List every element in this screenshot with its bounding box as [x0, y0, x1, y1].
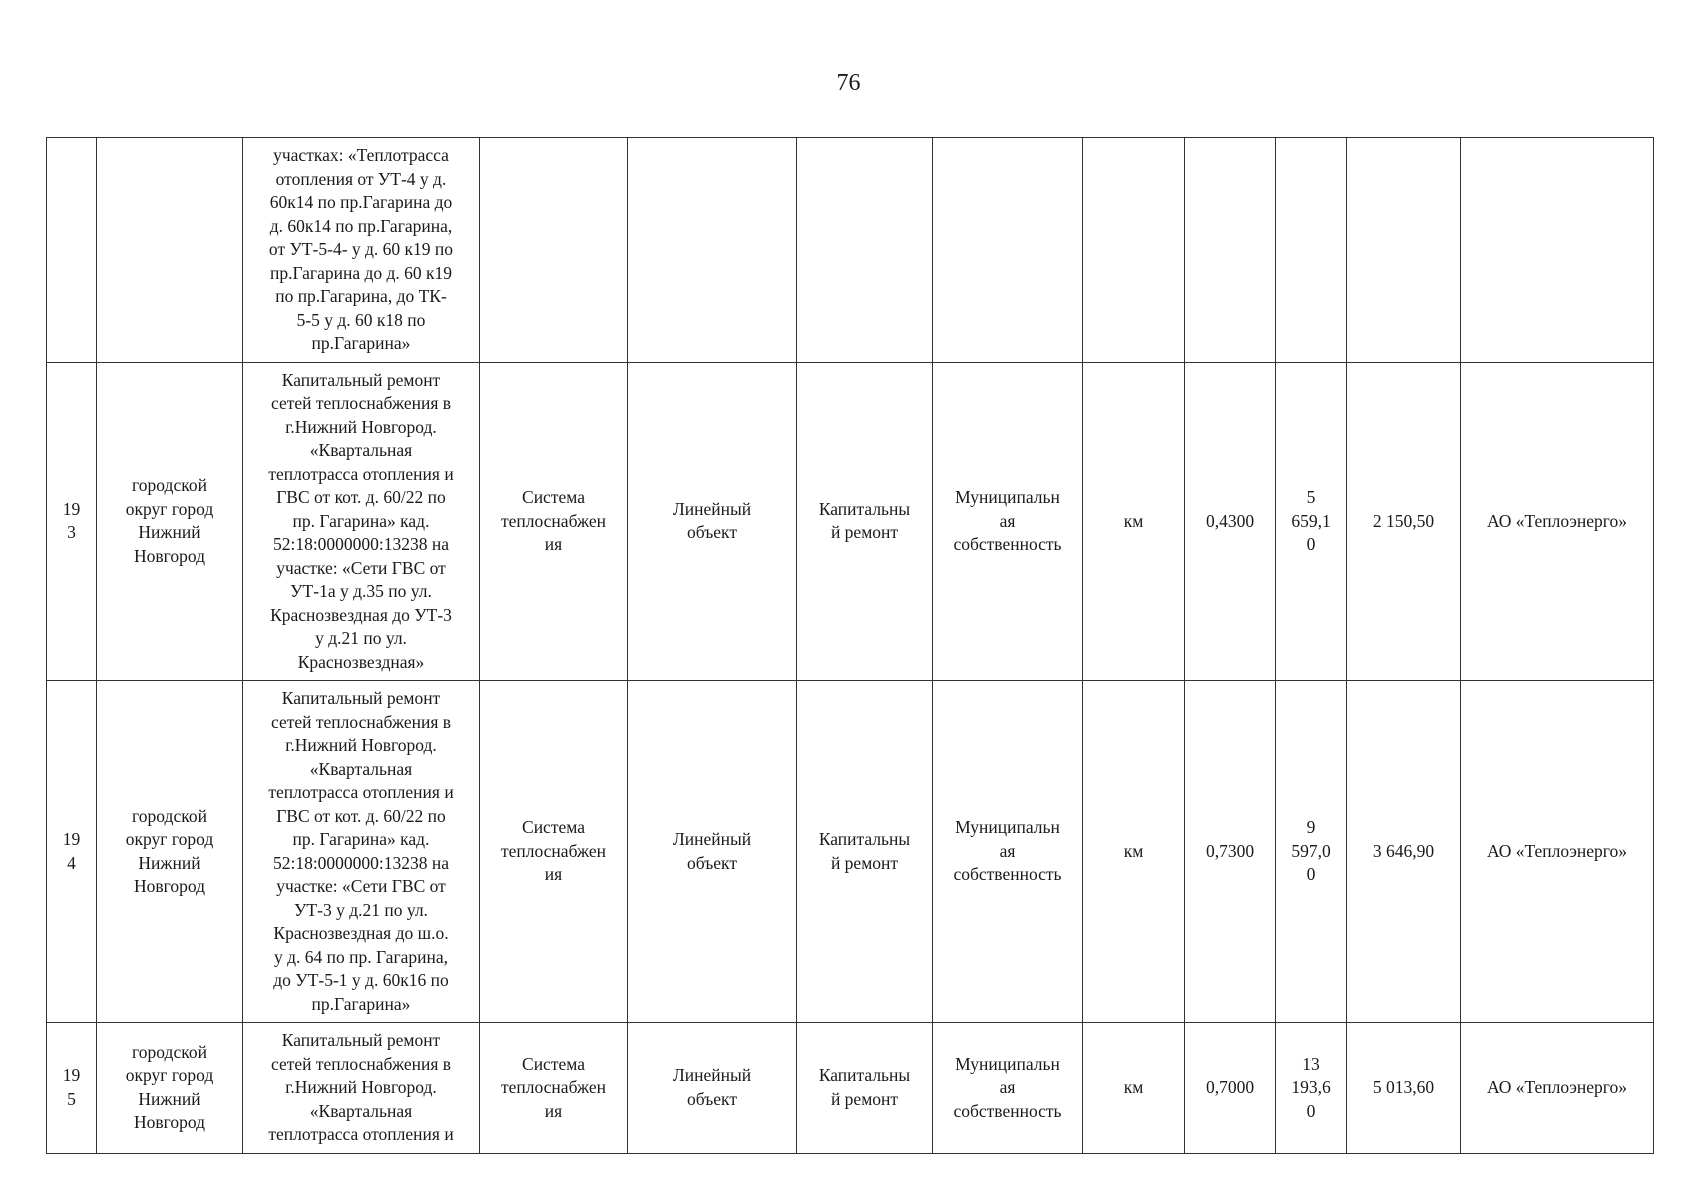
cell-line: отопления от УТ-4 у д.	[275, 168, 447, 189]
cell-line: Нижний	[138, 852, 201, 873]
length-cell: 0,7300	[1185, 681, 1276, 1023]
cell-line: ГВС от кот. д. 60/22 по	[276, 805, 446, 826]
cell-line: д. 60к14 по пр.Гагарина,	[269, 215, 453, 236]
cell-line: городской	[132, 475, 207, 496]
cell-line: 0	[1306, 534, 1316, 554]
cell-line: ая	[999, 840, 1016, 861]
cell-line: Новгород	[133, 545, 206, 566]
cell-line: ия	[544, 1100, 563, 1121]
cell-line: городской	[132, 1041, 207, 1062]
table-row	[47, 1023, 1654, 1154]
cell-line: г.Нижний Новгород.	[285, 416, 437, 437]
cell-line: пр.Гагарина»	[311, 993, 411, 1014]
table-row	[47, 681, 1654, 1023]
cell-line: по пр.Гагарина, до ТК-	[275, 286, 447, 306]
cell-line: до УТ-5-1 у д. 60к16 по	[273, 970, 449, 990]
cell-line: объект	[687, 522, 737, 543]
cell-line: Капитальны	[818, 498, 911, 519]
cell-line: 597,0	[1291, 840, 1331, 861]
cell-line: УТ-3 у д.21 по ул.	[294, 899, 428, 920]
cell-line: Муниципальн	[955, 1053, 1060, 1074]
cell-line: теплоснабжен	[500, 840, 607, 861]
cell-line: Краснозвездная до УТ-3	[270, 604, 452, 625]
cell-line: Краснозвездная до ш.о.	[273, 923, 449, 943]
cell-line: й ремонт	[830, 522, 899, 543]
cost-cell	[1276, 681, 1347, 1023]
cell-line: пр. Гагарина» кад.	[292, 829, 430, 849]
cell-line: «Квартальная	[309, 758, 413, 779]
description-cell	[243, 681, 480, 1023]
cell-line: Система	[522, 1053, 585, 1074]
cell-line: й ремонт	[830, 852, 899, 873]
system-cell	[480, 681, 628, 1023]
cell-line: участке: «Сети ГВС от	[276, 876, 446, 896]
cell-line: теплоснабжен	[500, 510, 607, 531]
cell-line: пр. Гагарина» кад.	[292, 510, 430, 531]
cell-line: 19	[62, 498, 81, 519]
district-cell	[97, 362, 243, 681]
cell-line: Капитальны	[818, 829, 911, 849]
cell-line: 3	[67, 522, 76, 543]
cell-line: сетей теплоснабжения в	[270, 393, 452, 413]
cell-line: 659,1	[1291, 510, 1331, 531]
description-cell	[243, 1023, 480, 1154]
cell-line: 0	[1306, 1100, 1316, 1121]
cell-line: от УТ-5-4- у д. 60 к19 по	[268, 239, 454, 259]
cell-line: собственность	[953, 1100, 1062, 1121]
row-number-cell	[47, 681, 97, 1023]
system-cell	[480, 138, 628, 363]
cell-line: теплотрасса отопления и	[268, 782, 454, 802]
cell-line: 19	[62, 829, 81, 849]
cell-line: округ город	[125, 498, 214, 519]
cost-cell	[1276, 362, 1347, 681]
cell-line: ая	[999, 510, 1016, 531]
description-cell	[243, 138, 480, 363]
work-type-cell	[797, 138, 933, 363]
cell-line: «Квартальная	[309, 440, 413, 460]
system-cell	[480, 1023, 628, 1154]
operator-cell: АО «Теплоэнерго»	[1461, 1023, 1654, 1154]
cell-line: 52:18:0000000:13238 на	[272, 534, 450, 554]
cost2-cell: 2 150,50	[1347, 362, 1461, 681]
ownership-cell	[933, 362, 1083, 681]
cell-line: Линейный	[672, 498, 752, 519]
cell-line: Линейный	[672, 829, 752, 849]
object-type-cell	[628, 681, 797, 1023]
cell-line: объект	[687, 1088, 737, 1109]
cell-line: ГВС от кот. д. 60/22 по	[276, 487, 446, 507]
cost2-cell: 3 646,90	[1347, 681, 1461, 1023]
page-number: 76	[836, 70, 861, 96]
ownership-cell	[933, 1023, 1083, 1154]
cell-line: объект	[687, 852, 737, 873]
length-cell: 0,4300	[1185, 362, 1276, 681]
cell-line: теплотрасса отопления и	[268, 1124, 454, 1144]
cell-line: собственность	[953, 864, 1062, 885]
cell-line: теплотрасса отопления и	[268, 463, 454, 484]
cell-line: 5	[67, 1088, 76, 1109]
cell-line: Система	[522, 817, 585, 838]
cell-line: УТ-1а у д.35 по ул.	[290, 581, 432, 601]
unit-cell: км	[1083, 681, 1185, 1023]
cell-line: ия	[544, 864, 563, 885]
cell-line: у д. 64 по пр. Гагарина,	[273, 946, 449, 967]
cell-line: 60к14 по пр.Гагарина до	[269, 192, 453, 212]
cell-line: Система	[522, 487, 585, 507]
ownership-cell	[933, 138, 1083, 363]
system-cell	[480, 362, 628, 681]
description-cell	[243, 362, 480, 681]
cell-line: 9	[1306, 817, 1316, 838]
cell-line: Нижний	[138, 1088, 201, 1109]
cell-line: Капитальный ремонт	[281, 688, 441, 708]
unit-cell: км	[1083, 1023, 1185, 1154]
unit-cell	[1083, 138, 1185, 363]
cell-line: участке: «Сети ГВС от	[276, 557, 446, 578]
cell-line: теплоснабжен	[500, 1077, 607, 1097]
cell-line: Муниципальн	[955, 487, 1060, 507]
district-cell	[97, 681, 243, 1023]
work-type-cell	[797, 681, 933, 1023]
cell-line: Нижний	[138, 522, 201, 543]
length-cell	[1185, 138, 1276, 363]
district-cell	[97, 138, 243, 363]
object-type-cell	[628, 362, 797, 681]
cell-line: у д.21 по ул.	[315, 628, 407, 648]
operator-cell: АО «Теплоэнерго»	[1461, 681, 1654, 1023]
cell-line: Муниципальн	[955, 817, 1060, 838]
object-type-cell	[628, 138, 797, 363]
cell-line: Новгород	[133, 1112, 206, 1133]
table-row	[47, 362, 1654, 681]
cell-line: Капитальны	[818, 1065, 911, 1086]
cell-line: сетей теплоснабжения в	[270, 711, 452, 732]
cell-line: Капитальный ремонт	[281, 369, 441, 390]
cell-line: ия	[544, 534, 563, 554]
cost2-cell	[1347, 138, 1461, 363]
cell-line: 0	[1306, 864, 1316, 885]
district-cell	[97, 1023, 243, 1154]
cell-line: 13	[1302, 1053, 1320, 1074]
work-type-cell	[797, 362, 933, 681]
row-number-cell	[47, 1023, 97, 1154]
operator-cell	[1461, 138, 1654, 363]
cell-line: собственность	[953, 534, 1062, 554]
row-number-cell	[47, 362, 97, 681]
unit-cell: км	[1083, 362, 1185, 681]
cell-line: пр.Гагарина до д. 60 к19	[269, 262, 453, 283]
table-row	[47, 138, 1654, 363]
cell-line: участках: «Теплотрасса	[273, 145, 449, 165]
cell-line: ая	[999, 1077, 1016, 1097]
cell-line: 5	[1306, 487, 1316, 507]
cell-line: й ремонт	[830, 1088, 899, 1109]
row-number-cell	[47, 138, 97, 363]
cell-line: 5-5 у д. 60 к18 по	[296, 309, 426, 330]
object-type-cell	[628, 1023, 797, 1154]
cell-line: Линейный	[672, 1065, 752, 1086]
cell-line: Капитальный ремонт	[281, 1030, 441, 1050]
cell-line: округ город	[125, 829, 214, 849]
cell-line: сетей теплоснабжения в	[270, 1053, 452, 1074]
cell-line: Краснозвездная»	[297, 651, 425, 672]
cell-line: 4	[67, 852, 76, 873]
operator-cell: АО «Теплоэнерго»	[1461, 362, 1654, 681]
cell-line: 52:18:0000000:13238 на	[272, 852, 450, 873]
cell-line: округ город	[125, 1065, 214, 1086]
projects-table	[46, 137, 1654, 1154]
cell-line: г.Нижний Новгород.	[285, 735, 437, 755]
cell-line: «Квартальная	[309, 1100, 413, 1121]
cell-line: г.Нижний Новгород.	[285, 1077, 437, 1097]
ownership-cell	[933, 681, 1083, 1023]
cell-line: 19	[62, 1065, 81, 1086]
cell-line: пр.Гагарина»	[311, 333, 411, 353]
cell-line: городской	[132, 805, 207, 826]
cost-cell	[1276, 138, 1347, 363]
cell-line: Новгород	[133, 876, 206, 896]
length-cell: 0,7000	[1185, 1023, 1276, 1154]
cell-line: 193,6	[1291, 1077, 1331, 1097]
cost-cell	[1276, 1023, 1347, 1154]
work-type-cell	[797, 1023, 933, 1154]
cost2-cell: 5 013,60	[1347, 1023, 1461, 1154]
